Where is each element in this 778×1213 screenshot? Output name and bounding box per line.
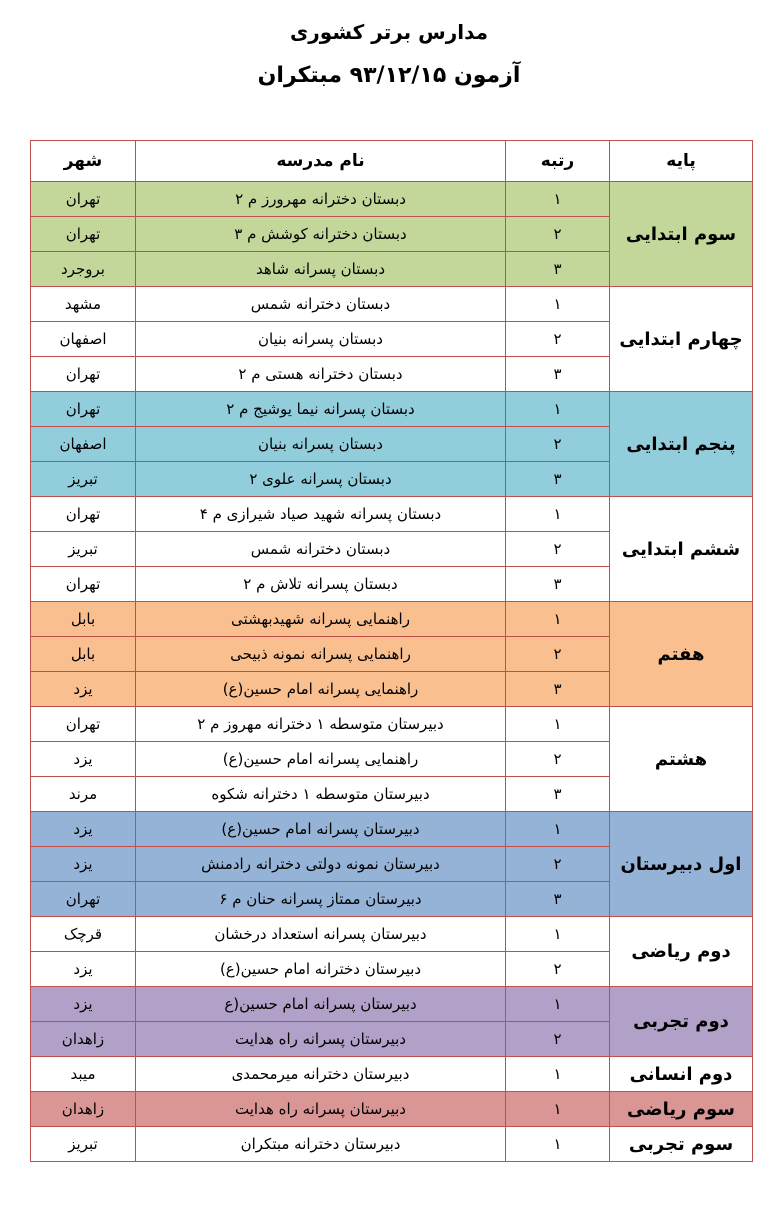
school-name-cell: دبیرستان پسرانه راه هدایت bbox=[136, 1092, 506, 1127]
rank-cell: ۳ bbox=[506, 777, 610, 812]
school-name-cell: دبستان دخترانه شمس bbox=[136, 532, 506, 567]
table-body bbox=[31, 182, 753, 1162]
grade-cell: هشتم bbox=[610, 707, 753, 812]
rank-cell: ۱ bbox=[506, 1057, 610, 1092]
grade-cell: ششم ابتدایی bbox=[610, 497, 753, 602]
city-cell: بروجرد bbox=[31, 252, 136, 287]
rank-cell: ۱ bbox=[506, 707, 610, 742]
school-name-cell: دبیرستان دخترانه مبتکران bbox=[136, 1127, 506, 1162]
rank-cell: ۲ bbox=[506, 217, 610, 252]
table-row bbox=[31, 182, 753, 217]
school-name-cell: دبیرستان دخترانه امام حسین(ع) bbox=[136, 952, 506, 987]
school-name-cell: دبستان پسرانه تلاش م ۲ bbox=[136, 567, 506, 602]
table-row bbox=[31, 987, 753, 1022]
city-cell: تهران bbox=[31, 567, 136, 602]
city-cell: تهران bbox=[31, 497, 136, 532]
rank-cell: ۲ bbox=[506, 847, 610, 882]
city-cell: اصفهان bbox=[31, 322, 136, 357]
grade-cell: سوم ریاضی bbox=[610, 1092, 753, 1127]
city-cell: تهران bbox=[31, 217, 136, 252]
city-cell: یزد bbox=[31, 847, 136, 882]
table-row bbox=[31, 1092, 753, 1127]
school-name-cell: دبیرستان متوسطه ۱ دخترانه مهروز م ۲ bbox=[136, 707, 506, 742]
rank-cell: ۱ bbox=[506, 182, 610, 217]
rank-cell: ۱ bbox=[506, 1092, 610, 1127]
table-row bbox=[31, 392, 753, 427]
school-name-cell: دبستان پسرانه نیما یوشیج م ۲ bbox=[136, 392, 506, 427]
rank-cell: ۲ bbox=[506, 532, 610, 567]
column-header-school: نام مدرسه bbox=[136, 141, 506, 182]
grade-cell: پنجم ابتدایی bbox=[610, 392, 753, 497]
school-name-cell: دبستان دخترانه کوشش م ۳ bbox=[136, 217, 506, 252]
rank-cell: ۳ bbox=[506, 672, 610, 707]
school-name-cell: دبستان دخترانه هستی م ۲ bbox=[136, 357, 506, 392]
rank-cell: ۱ bbox=[506, 917, 610, 952]
rank-cell: ۱ bbox=[506, 602, 610, 637]
city-cell: یزد bbox=[31, 742, 136, 777]
ranking-table bbox=[30, 140, 753, 1162]
school-name-cell: دبیرستان دخترانه میرمحمدی bbox=[136, 1057, 506, 1092]
school-name-cell: راهنمایی پسرانه امام حسین(ع) bbox=[136, 742, 506, 777]
rank-cell: ۳ bbox=[506, 882, 610, 917]
city-cell: زاهدان bbox=[31, 1022, 136, 1057]
school-name-cell: دبیرستان پسرانه استعداد درخشان bbox=[136, 917, 506, 952]
page-subtitle: آزمون ۹۳/۱۲/۱۵ مبتکران bbox=[257, 63, 521, 88]
rank-cell: ۱ bbox=[506, 497, 610, 532]
city-cell: بابل bbox=[31, 602, 136, 637]
rank-cell: ۳ bbox=[506, 252, 610, 287]
city-cell: زاهدان bbox=[31, 1092, 136, 1127]
rank-cell: ۲ bbox=[506, 742, 610, 777]
table-header-row bbox=[31, 141, 753, 182]
grade-cell: دوم ریاضی bbox=[610, 917, 753, 987]
rank-cell: ۳ bbox=[506, 462, 610, 497]
rank-cell: ۳ bbox=[506, 567, 610, 602]
school-name-cell: راهنمایی پسرانه شهیدبهشتی bbox=[136, 602, 506, 637]
school-name-cell: دبیرستان پسرانه راه هدایت bbox=[136, 1022, 506, 1057]
school-name-cell: دبستان پسرانه علوی ۲ bbox=[136, 462, 506, 497]
column-header-grade: پایه bbox=[610, 141, 753, 182]
page-title: مدارس برتر کشوری bbox=[289, 20, 489, 44]
table-row bbox=[31, 287, 753, 322]
school-name-cell: دبیرستان ممتاز پسرانه حنان م ۶ bbox=[136, 882, 506, 917]
city-cell: یزد bbox=[31, 987, 136, 1022]
city-cell: مشهد bbox=[31, 287, 136, 322]
rank-cell: ۲ bbox=[506, 637, 610, 672]
school-name-cell: دبیرستان پسرانه امام حسین(ع bbox=[136, 987, 506, 1022]
grade-cell: چهارم ابتدایی bbox=[610, 287, 753, 392]
school-name-cell: دبستان پسرانه شهید صیاد شیرازی م ۴ bbox=[136, 497, 506, 532]
city-cell: تهران bbox=[31, 882, 136, 917]
school-name-cell: راهنمایی پسرانه نمونه ذبیحی bbox=[136, 637, 506, 672]
rank-cell: ۲ bbox=[506, 427, 610, 462]
city-cell: مرند bbox=[31, 777, 136, 812]
column-header-rank: رتبه bbox=[506, 141, 610, 182]
city-cell: تبریز bbox=[31, 462, 136, 497]
city-cell: تهران bbox=[31, 707, 136, 742]
rank-cell: ۲ bbox=[506, 952, 610, 987]
rank-cell: ۱ bbox=[506, 287, 610, 322]
school-name-cell: دبیرستان پسرانه امام حسین(ع) bbox=[136, 812, 506, 847]
table-row bbox=[31, 917, 753, 952]
city-cell: تبریز bbox=[31, 1127, 136, 1162]
rank-cell: ۱ bbox=[506, 812, 610, 847]
city-cell: میبد bbox=[31, 1057, 136, 1092]
table-row bbox=[31, 707, 753, 742]
rank-cell: ۱ bbox=[506, 392, 610, 427]
table-row bbox=[31, 1057, 753, 1092]
school-name-cell: راهنمایی پسرانه امام حسین(ع) bbox=[136, 672, 506, 707]
rank-cell: ۲ bbox=[506, 1022, 610, 1057]
city-cell: اصفهان bbox=[31, 427, 136, 462]
rank-cell: ۱ bbox=[506, 1127, 610, 1162]
rank-cell: ۳ bbox=[506, 357, 610, 392]
grade-cell: سوم تجربی bbox=[610, 1127, 753, 1162]
grade-cell: سوم ابتدایی bbox=[610, 182, 753, 287]
school-name-cell: دبستان پسرانه شاهد bbox=[136, 252, 506, 287]
city-cell: تهران bbox=[31, 357, 136, 392]
table-row bbox=[31, 812, 753, 847]
city-cell: یزد bbox=[31, 812, 136, 847]
city-cell: بابل bbox=[31, 637, 136, 672]
grade-cell: اول دبیرستان bbox=[610, 812, 753, 917]
city-cell: تبریز bbox=[31, 532, 136, 567]
table-row bbox=[31, 497, 753, 532]
school-name-cell: دبیرستان نمونه دولتی دخترانه رادمنش bbox=[136, 847, 506, 882]
school-name-cell: دبستان دخترانه شمس bbox=[136, 287, 506, 322]
column-header-city: شهر bbox=[31, 141, 136, 182]
school-name-cell: دبیرستان متوسطه ۱ دخترانه شکوه bbox=[136, 777, 506, 812]
city-cell: یزد bbox=[31, 672, 136, 707]
city-cell: یزد bbox=[31, 952, 136, 987]
school-name-cell: دبستان پسرانه بنیان bbox=[136, 322, 506, 357]
city-cell: تهران bbox=[31, 182, 136, 217]
grade-cell: دوم انسانی bbox=[610, 1057, 753, 1092]
rank-cell: ۲ bbox=[506, 322, 610, 357]
city-cell: قرچک bbox=[31, 917, 136, 952]
city-cell: تهران bbox=[31, 392, 136, 427]
school-name-cell: دبستان دخترانه مهرورز م ۲ bbox=[136, 182, 506, 217]
table-row bbox=[31, 602, 753, 637]
grade-cell: دوم تجربی bbox=[610, 987, 753, 1057]
grade-cell: هفتم bbox=[610, 602, 753, 707]
school-name-cell: دبستان پسرانه بنیان bbox=[136, 427, 506, 462]
rank-cell: ۱ bbox=[506, 987, 610, 1022]
table-row bbox=[31, 1127, 753, 1162]
